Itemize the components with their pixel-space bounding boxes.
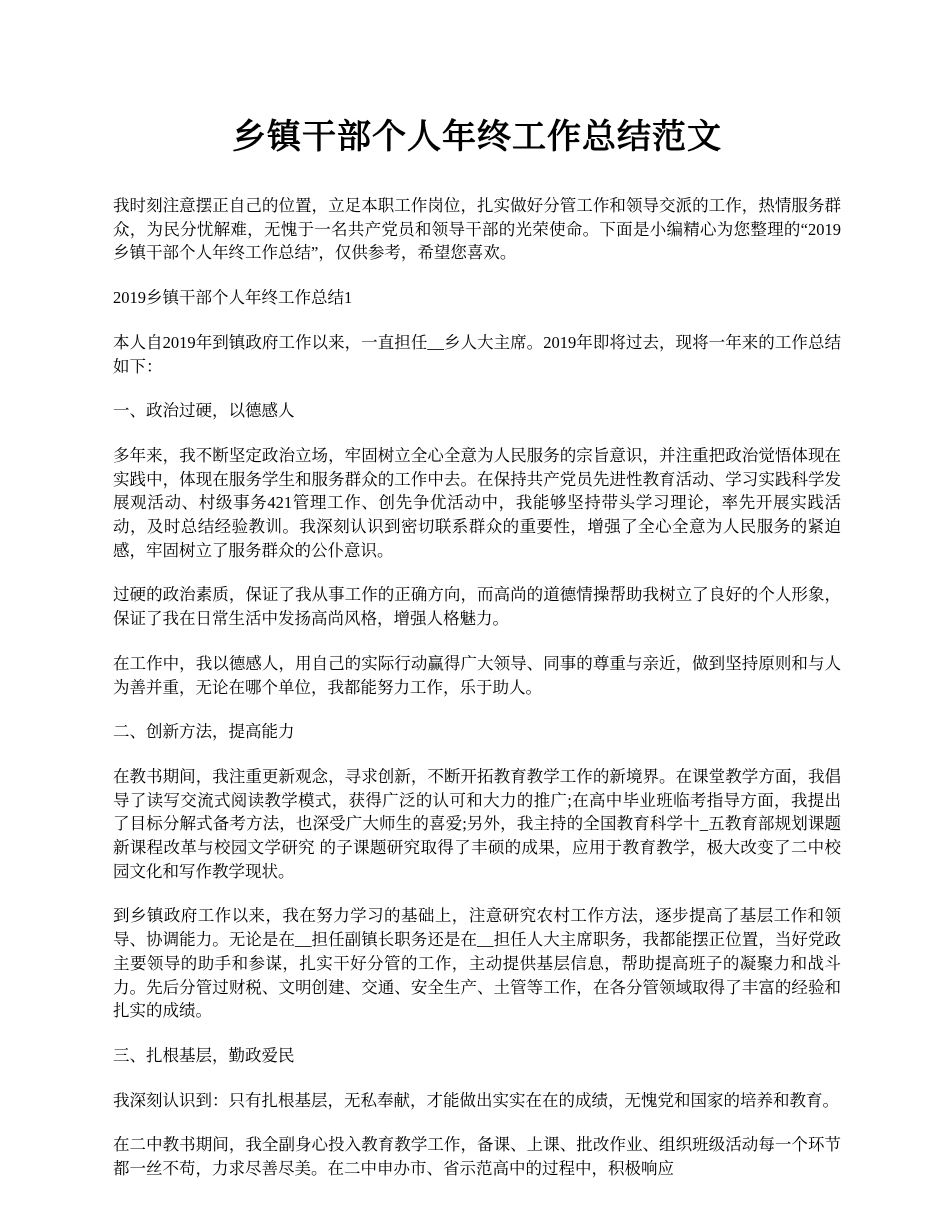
paragraph-political-1: 多年来，我不断坚定政治立场，牢固树立全心全意为人民服务的宗旨意识，并注重把政治觉悟体现在实践中，体现在服务学生和服务群众的工作中去。在保持共产党员先进性教育活动、学习实践科学发展观活动、村级事务421管理工作、创先争优活动中，我能够坚持带头学习理论，率先开展实践活动，及时总结经验教训。我深刻认识到密切联系群众的重要性，增强了全心全意为人民服务的紧迫感，牢固树立了服务群众的公仆意识。 (113, 445, 841, 560)
paragraph-innovation-2: 到乡镇政府工作以来，我在努力学习的基础上，注意研究农村工作方法，逐步提高了基层工作和领导、协调能力。无论是在__担任副镇长职务还是在__担任人大主席职务，我都能摆正位置，当好党政主要领导的助手和参谋，扎实干好分管的工作，主动提供基层信息，帮助提高班子的凝聚力和战斗力。先后分管过财税、文明创建、交通、安全生产、土管等工作，在各分管领域取得了丰富的经验和扎实的成绩。 (113, 906, 841, 1021)
paragraph-political-2: 过硬的政治素质，保证了我从事工作的正确方向，而高尚的道德情操帮助我树立了良好的个人形象，保证了我在日常生活中发扬高尚风格，增强人格魅力。 (113, 585, 841, 629)
paragraph-innovation-1: 在教书期间，我注重更新观念，寻求创新，不断开拓教育教学工作的新境界。在课堂教学方面，我倡导了读写交流式阅读教学模式，获得广泛的认可和大力的推广;在高中毕业班临考指导方面，我提出了目标分解式备考方法，也深受广大师生的喜爱;另外，我主持的全国教育科学十_五教育部规划课题 新课程改革与校园文学研究 的子课题研究取得了丰硕的成果，应用于教育教学，极大改变了二中校园文化和写作教学现状。 (113, 766, 841, 881)
heading-grassroots: 三、扎根基层，勤政爱民 (113, 1045, 295, 1065)
paragraph-opening: 本人自2019年到镇政府工作以来，一直担任__乡人大主席。2019年即将过去，现将一年来的工作总结如下： (113, 332, 841, 376)
document-page (113, 108, 841, 1202)
paragraph-grassroots-2: 在二中教书期间，我全副身心投入教育教学工作，备课、上课、批改作业、组织班级活动每一个环节都一丝不苟，力求尽善尽美。在二中申办市、省示范高中的过程中，积极响应 (113, 1135, 841, 1179)
intro-paragraph: 我时刻注意摆正自己的位置，立足本职工作岗位，扎实做好分管工作和领导交派的工作，热情服务群众，为民分忧解难，无愧于一名共产党员和领导干部的光荣使命。下面是小编精心为您整理的“2019乡镇干部个人年终工作总结”，仅供参考，希望您喜欢。 (113, 196, 841, 263)
section-title-summary-1: 2019乡镇干部个人年终工作总结1 (113, 288, 353, 308)
document-title: 乡镇干部个人年终工作总结范文 (232, 119, 722, 156)
paragraph-grassroots-1: 我深刻认识到：只有扎根基层，无私奉献，才能做出实实在在的成绩，无愧党和国家的培养和教育。 (113, 1090, 839, 1110)
heading-innovation: 二、创新方法，提高能力 (113, 722, 295, 742)
heading-political: 一、政治过硬，以德感人 (113, 401, 295, 421)
paragraph-political-3: 在工作中，我以德感人，用自己的实际行动赢得广大领导、同事的尊重与亲近，做到坚持原则和与人为善并重，无论在哪个单位，我都能努力工作，乐于助人。 (113, 653, 841, 697)
